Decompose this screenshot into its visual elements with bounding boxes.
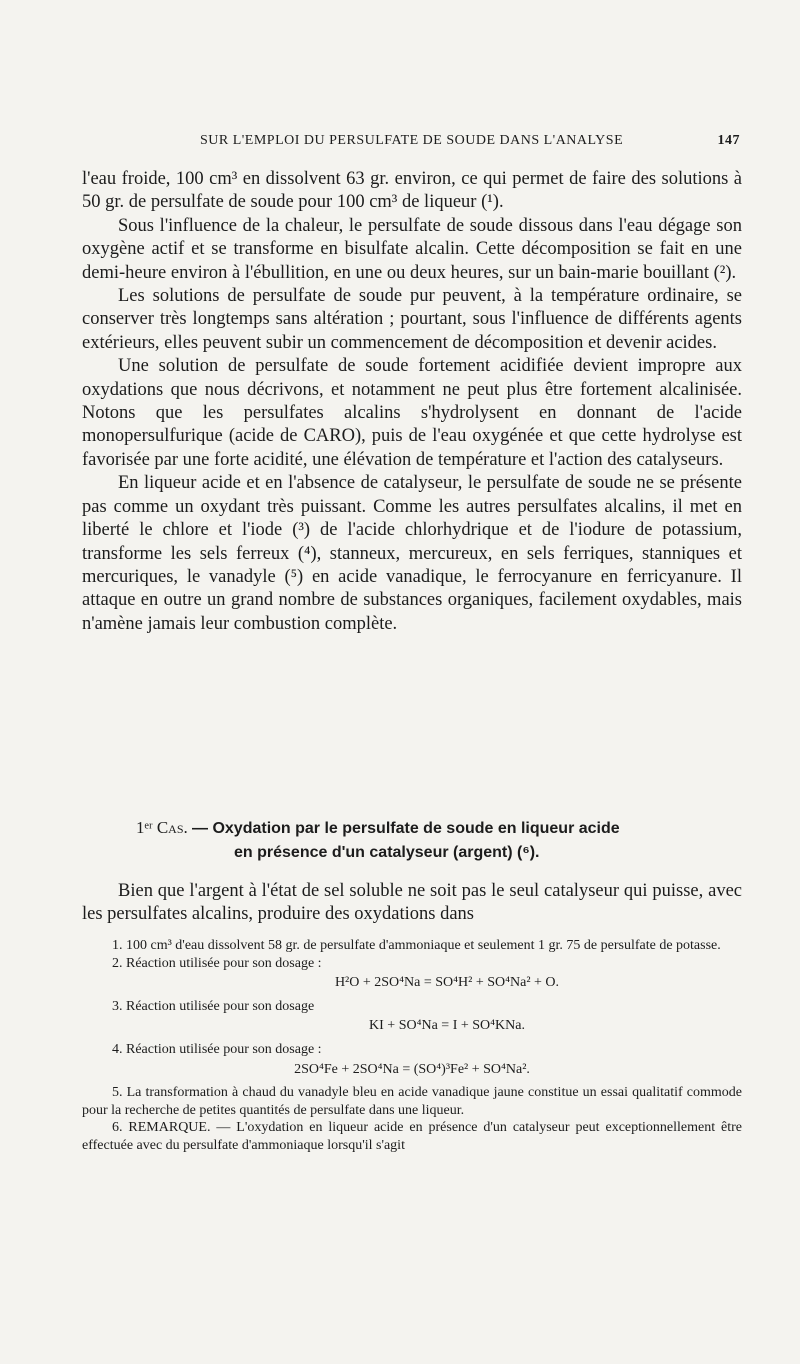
footnote-5: 5. La transformation à chaud du vanadyle bleu en acide vanadique jaune constitue un essai qualitatif commode pour la recherche de petites quantités de persulfate dans une liqueur. [82, 1085, 742, 1118]
footnote-3: 3. Réaction utilisée pour son dosage [112, 998, 315, 1014]
footnote-1: 1. 100 cm³ d'eau dissolvent 58 gr. de persulfate d'ammoniaque et seulement 1 gr. 75 de persulfate de potasse. [112, 938, 721, 953]
section-title-line-1: — Oxydation par le persulfate de soude en liqueur acide [192, 820, 620, 837]
main-text [82, 168, 742, 636]
equation-2: H²O + 2SO⁴Na = SO⁴H² + SO⁴Na² + O. [334, 975, 560, 991]
equation-4: 2SO⁴Fe + 2SO⁴Na = (SO⁴)³Fe² + SO⁴Na². [294, 1061, 530, 1077]
section-label: Cas. [156, 818, 188, 837]
footnote-6: 6. REMARQUE. — L'oxydation en liqueur acide en présence d'un catalyseur peut exceptionnellement être effectuée avec du persulfate d'ammoniaque lorsqu'il s'agit [82, 1120, 742, 1153]
paragraph-6: Bien que l'argent à l'état de sel soluble ne soit pas le seul catalyseur qui puisse, avec les persulfates alcalins, produire des oxydations dans [82, 881, 742, 925]
page-number: 147 [717, 133, 740, 148]
paragraph-4: Une solution de persulfate de soude fortement acidifiée devient impropre aux oxydations que nous décrivons, et notamment ne peut plus être fortement alcalinisée. Notons que les persulfates alcalins s'hydrolysent en donnant de l'acide monopersulfurique (acide de CARO), puis de l'eau oxygénée et que cette hydrolyse est favorisée par une forte acidité, une élévation de température et l'action des catalyseurs. [82, 356, 742, 470]
section-title-line-2: en présence d'un catalyseur (argent) (⁶). [234, 844, 540, 861]
section-number: 1ᵉʳ [136, 818, 153, 837]
footnotes [82, 937, 742, 1155]
paragraph-5: En liqueur acide et en l'absence de catalyseur, le persulfate de soude ne se présente pas comme un oxydant très puissant. Comme les autres persulfates alcalins, il met en liberté le chlore et l'iode (³) de l'acide chlorhydrique et de l'iodure de potassium, transforme les sels ferreux (⁴), stanneux, mercureux, en sels ferriques, stanniques et mercuriques, le vanadyle (⁵) en acide vanadique, le ferrocyanure en ferricyanure. Il attaque en outre un grand nombre de substances organiques, facilement oxydables, mais n'amène jamais leur combustion complète. [82, 473, 742, 634]
paragraph-2: Sous l'influence de la chaleur, le persulfate de soude dissous dans l'eau dégage son oxygène actif et se transforme en bisulfate alcalin. Cette décomposition se fait en une demi-heure environ à l'ébullition, en une ou deux heures, sur un bain-marie bouillant (²). [82, 215, 742, 283]
footnote-4: 4. Réaction utilisée pour son dosage : [112, 1041, 322, 1057]
section-text [82, 880, 742, 927]
paragraph-3: Les solutions de persulfate de soude pur peuvent, à la température ordinaire, se conserver très longtemps sans altération ; pourtant, sous l'influence de différents agents extérieurs, elles peuvent subir un commencement de décomposition et devenir acides. [82, 286, 742, 353]
equation-3: KI + SO⁴Na = I + SO⁴KNa. [369, 1018, 525, 1034]
footnote-2: 2. Réaction utilisée pour son dosage : [112, 955, 322, 971]
section-heading [82, 816, 742, 864]
paragraph-1: l'eau froide, 100 cm³ en dissolvent 63 gr. environ, ce qui permet de faire des solutions à 50 gr. de persulfate de soude pour 100 cm³ de liqueur (¹). [82, 169, 742, 213]
running-title: SUR L'EMPLOI DU PERSULFATE DE SOUDE DANS L'ANALYSE [200, 133, 624, 148]
